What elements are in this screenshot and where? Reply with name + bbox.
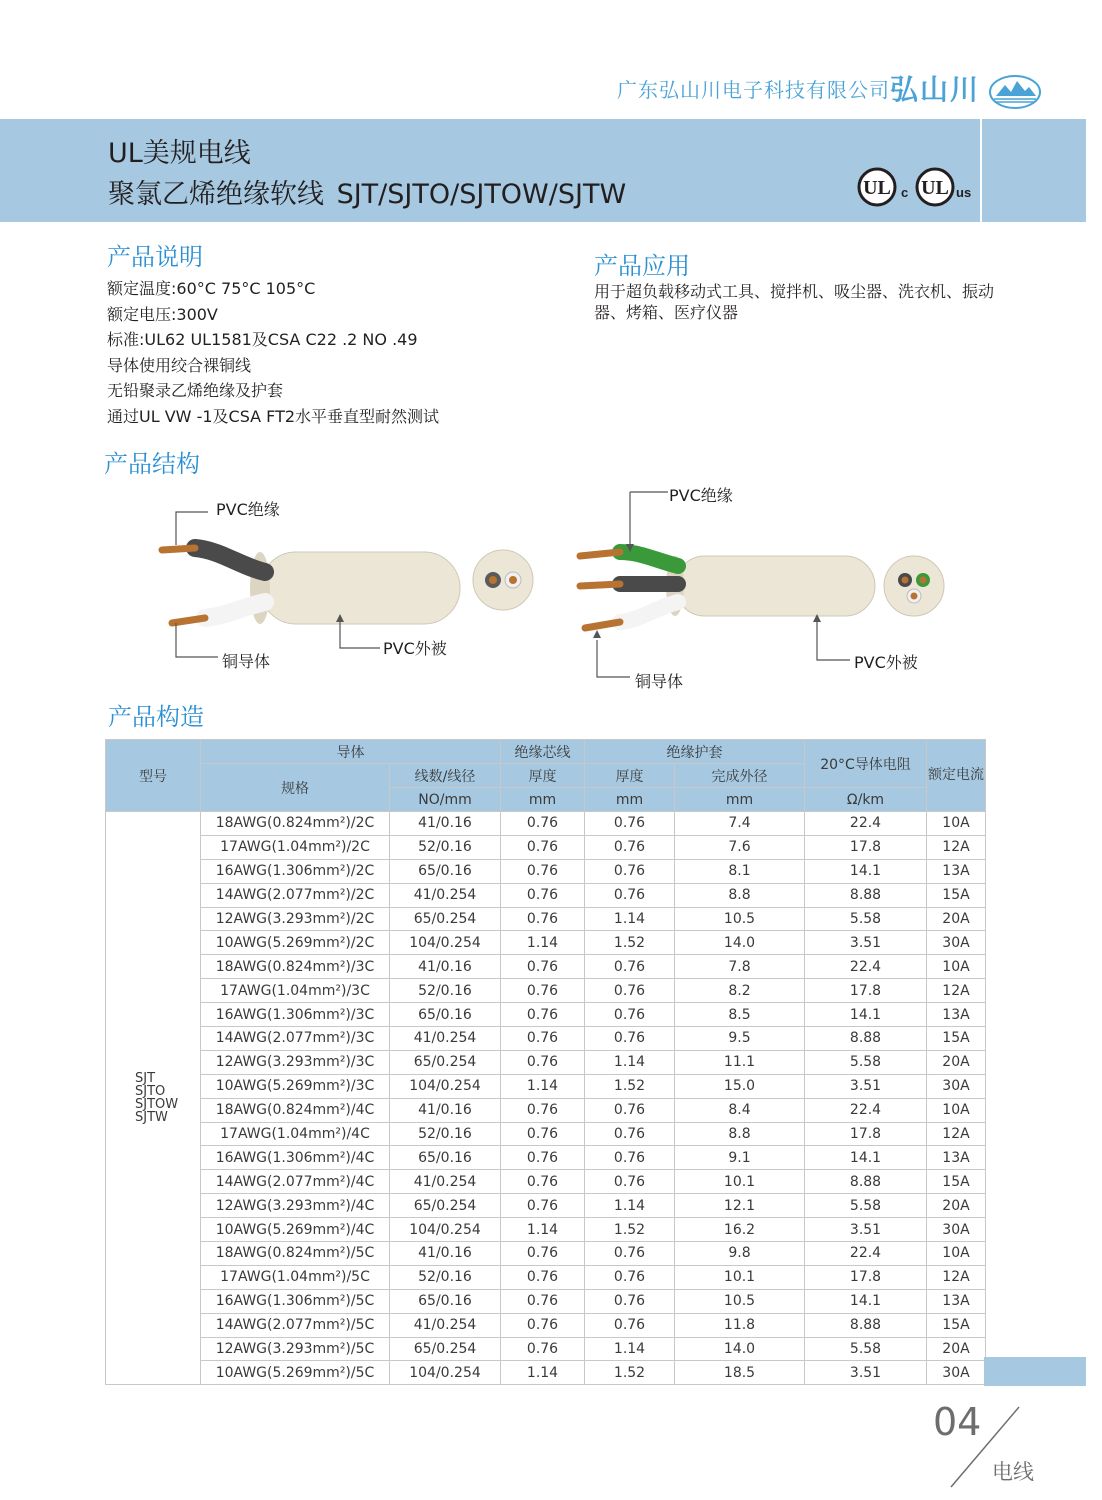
resistance-cell: 14.1: [805, 1003, 927, 1027]
current-cell: 20A: [927, 907, 986, 931]
core-thickness-cell: 0.76: [501, 907, 585, 931]
current-cell: 15A: [927, 1313, 986, 1337]
spec-cell: 17AWG(1.04mm²)/5C: [201, 1265, 390, 1289]
description-line: 标准:UL62 UL1581及CSA C22 .2 NO .49: [107, 330, 418, 349]
jacket-thickness-cell: 0.76: [585, 1265, 675, 1289]
strands-cell: 52/0.16: [390, 1122, 501, 1146]
jacket-thickness-cell: 0.76: [585, 979, 675, 1003]
jacket-thickness-cell: 1.14: [585, 1050, 675, 1074]
mountain-logo-icon: [988, 72, 1042, 112]
left-conductor-label: 铜导体: [222, 652, 271, 671]
resistance-cell: 5.58: [805, 1194, 927, 1218]
spec-cell: 12AWG(3.293mm²)/4C: [201, 1194, 390, 1218]
strands-cell: 65/0.16: [390, 1003, 501, 1027]
jacket-thickness-cell: 0.76: [585, 883, 675, 907]
spec-cell: 18AWG(0.824mm²)/4C: [201, 1098, 390, 1122]
header-jacket: 绝缘护套: [585, 740, 805, 764]
table-row: [106, 1194, 986, 1218]
resistance-cell: 22.4: [805, 1098, 927, 1122]
table-row: [106, 1313, 986, 1337]
jacket-thickness-cell: 1.14: [585, 1194, 675, 1218]
table-row: [106, 1050, 986, 1074]
core-thickness-cell: 0.76: [501, 859, 585, 883]
unit-outer-diameter: mm: [675, 788, 805, 812]
jacket-thickness-cell: 0.76: [585, 1027, 675, 1051]
resistance-cell: 3.51: [805, 1361, 927, 1385]
description-line: 通过UL VW -1及CSA FT2水平垂直型耐然测试: [107, 406, 440, 426]
core-thickness-cell: 0.76: [501, 1146, 585, 1170]
table-row: [106, 1242, 986, 1266]
current-cell: 30A: [927, 931, 986, 955]
core-thickness-cell: 0.76: [501, 1313, 585, 1337]
table-row: [106, 812, 986, 836]
table-row: [106, 1003, 986, 1027]
jacket-thickness-cell: 0.76: [585, 1098, 675, 1122]
current-cell: 12A: [927, 1265, 986, 1289]
core-thickness-cell: 1.14: [501, 1361, 585, 1385]
strands-cell: 41/0.254: [390, 883, 501, 907]
spec-cell: 14AWG(2.077mm²)/4C: [201, 1170, 390, 1194]
page-number: 04: [933, 1400, 982, 1444]
resistance-cell: 17.8: [805, 1265, 927, 1289]
strands-cell: 104/0.254: [390, 1218, 501, 1242]
structure-heading: 产品结构: [104, 450, 200, 478]
current-cell: 12A: [927, 835, 986, 859]
current-cell: 13A: [927, 1003, 986, 1027]
strands-cell: 41/0.16: [390, 1242, 501, 1266]
spec-cell: 16AWG(1.306mm²)/4C: [201, 1146, 390, 1170]
resistance-cell: 17.8: [805, 979, 927, 1003]
outer-diameter-cell: 8.5: [675, 1003, 805, 1027]
core-thickness-cell: 1.14: [501, 1074, 585, 1098]
outer-diameter-cell: 10.5: [675, 1289, 805, 1313]
strands-cell: 104/0.254: [390, 1361, 501, 1385]
current-cell: 15A: [927, 1027, 986, 1051]
table-row: [106, 1074, 986, 1098]
outer-diameter-cell: 14.0: [675, 931, 805, 955]
current-cell: 20A: [927, 1194, 986, 1218]
outer-diameter-cell: 8.8: [675, 883, 805, 907]
core-thickness-cell: 1.14: [501, 1218, 585, 1242]
spec-cell: 16AWG(1.306mm²)/2C: [201, 859, 390, 883]
description-line: 导体使用绞合裸铜线: [107, 355, 252, 375]
header-core-thickness: 厚度: [501, 764, 585, 788]
strands-cell: 65/0.16: [390, 1146, 501, 1170]
current-cell: 10A: [927, 812, 986, 836]
spec-cell: 16AWG(1.306mm²)/5C: [201, 1289, 390, 1313]
description-heading: 产品说明: [107, 243, 203, 271]
strands-cell: 65/0.16: [390, 1289, 501, 1313]
current-cell: 13A: [927, 1289, 986, 1313]
strands-cell: 41/0.254: [390, 1313, 501, 1337]
cert-mark-2-suffix: us: [956, 185, 972, 200]
unit-strands: NO/mm: [390, 788, 501, 812]
core-thickness-cell: 0.76: [501, 1194, 585, 1218]
spec-table: [105, 739, 986, 1385]
right-conductor-label: 铜导体: [635, 672, 684, 691]
header-spec: 规格: [201, 764, 390, 812]
header-resistance: 20°C导体电阻: [805, 740, 927, 788]
banner-divider: [980, 119, 982, 222]
resistance-cell: 17.8: [805, 835, 927, 859]
model-name: SJT: [135, 1071, 156, 1087]
outer-diameter-cell: 11.1: [675, 1050, 805, 1074]
resistance-cell: 14.1: [805, 1146, 927, 1170]
table-row: [106, 1289, 986, 1313]
model-name: SJTW: [135, 1110, 168, 1126]
strands-cell: 65/0.16: [390, 859, 501, 883]
current-cell: 12A: [927, 1122, 986, 1146]
current-cell: 15A: [927, 883, 986, 907]
table-row: [106, 1027, 986, 1051]
header-outer-diameter: 完成外径: [675, 764, 805, 788]
current-cell: 10A: [927, 955, 986, 979]
current-cell: 13A: [927, 859, 986, 883]
two-core-cable-illustration: [162, 512, 533, 657]
jacket-thickness-cell: 0.76: [585, 835, 675, 859]
jacket-thickness-cell: 0.76: [585, 1003, 675, 1027]
left-jacket-label: PVC外被: [383, 639, 447, 658]
core-thickness-cell: 0.76: [501, 979, 585, 1003]
strands-cell: 65/0.254: [390, 1194, 501, 1218]
core-thickness-cell: 1.14: [501, 931, 585, 955]
company-name: 广东弘山川电子科技有限公司: [617, 78, 890, 102]
spec-cell: 10AWG(5.269mm²)/3C: [201, 1074, 390, 1098]
jacket-thickness-cell: 1.52: [585, 1361, 675, 1385]
table-row: [106, 1122, 986, 1146]
strands-cell: 41/0.16: [390, 812, 501, 836]
construction-heading: 产品构造: [108, 703, 204, 731]
spec-cell: 12AWG(3.293mm²)/2C: [201, 907, 390, 931]
core-thickness-cell: 0.76: [501, 1289, 585, 1313]
current-cell: 20A: [927, 1337, 986, 1361]
table-row: [106, 979, 986, 1003]
table-row: [106, 1337, 986, 1361]
resistance-cell: 17.8: [805, 1122, 927, 1146]
current-cell: 10A: [927, 1242, 986, 1266]
spec-cell: 12AWG(3.293mm²)/5C: [201, 1337, 390, 1361]
spec-cell: 17AWG(1.04mm²)/2C: [201, 835, 390, 859]
header-conductor: 导体: [201, 740, 501, 764]
spec-cell: 18AWG(0.824mm²)/5C: [201, 1242, 390, 1266]
strands-cell: 104/0.254: [390, 1074, 501, 1098]
core-thickness-cell: 0.76: [501, 883, 585, 907]
jacket-thickness-cell: 0.76: [585, 1122, 675, 1146]
core-thickness-cell: 0.76: [501, 835, 585, 859]
spec-cell: 17AWG(1.04mm²)/3C: [201, 979, 390, 1003]
resistance-cell: 5.58: [805, 1050, 927, 1074]
outer-diameter-cell: 16.2: [675, 1218, 805, 1242]
resistance-cell: 8.88: [805, 1313, 927, 1337]
model-name: SJTOW: [135, 1097, 179, 1113]
jacket-thickness-cell: 1.14: [585, 1337, 675, 1361]
table-row: [106, 907, 986, 931]
strands-cell: 52/0.16: [390, 979, 501, 1003]
table-row: [106, 1170, 986, 1194]
current-cell: 10A: [927, 1098, 986, 1122]
jacket-thickness-cell: 0.76: [585, 955, 675, 979]
outer-diameter-cell: 7.8: [675, 955, 805, 979]
outer-diameter-cell: 7.4: [675, 812, 805, 836]
core-thickness-cell: 0.76: [501, 1098, 585, 1122]
spec-cell: 14AWG(2.077mm²)/5C: [201, 1313, 390, 1337]
core-thickness-cell: 0.76: [501, 1050, 585, 1074]
table-row: [106, 1146, 986, 1170]
strands-cell: 104/0.254: [390, 931, 501, 955]
resistance-cell: 22.4: [805, 955, 927, 979]
outer-diameter-cell: 8.4: [675, 1098, 805, 1122]
jacket-thickness-cell: 0.76: [585, 1242, 675, 1266]
outer-diameter-cell: 10.1: [675, 1265, 805, 1289]
outer-diameter-cell: 10.1: [675, 1170, 805, 1194]
jacket-thickness-cell: 1.52: [585, 931, 675, 955]
spec-cell: 16AWG(1.306mm²)/3C: [201, 1003, 390, 1027]
ul-certification-icon: [855, 163, 980, 211]
header-insulated-core: 绝缘芯线: [501, 740, 585, 764]
current-cell: 30A: [927, 1218, 986, 1242]
page-title: UL美规电线: [108, 138, 251, 169]
strands-cell: 65/0.254: [390, 907, 501, 931]
outer-diameter-cell: 9.8: [675, 1242, 805, 1266]
resistance-cell: 22.4: [805, 812, 927, 836]
current-cell: 15A: [927, 1170, 986, 1194]
jacket-thickness-cell: 0.76: [585, 1146, 675, 1170]
spec-cell: 10AWG(5.269mm²)/4C: [201, 1218, 390, 1242]
description-line: 无铅聚录乙烯绝缘及护套: [107, 381, 284, 400]
resistance-cell: 3.51: [805, 1074, 927, 1098]
table-row: [106, 859, 986, 883]
resistance-cell: 5.58: [805, 1337, 927, 1361]
spec-cell: 14AWG(2.077mm²)/3C: [201, 1027, 390, 1051]
table-row: [106, 1265, 986, 1289]
core-thickness-cell: 0.76: [501, 1337, 585, 1361]
current-cell: 12A: [927, 979, 986, 1003]
left-insulation-label: PVC绝缘: [216, 500, 280, 519]
outer-diameter-cell: 8.8: [675, 1122, 805, 1146]
core-thickness-cell: 0.76: [501, 1003, 585, 1027]
description-line: 额定温度:60°C 75°C 105°C: [107, 279, 316, 298]
current-cell: 30A: [927, 1361, 986, 1385]
current-cell: 13A: [927, 1146, 986, 1170]
resistance-cell: 3.51: [805, 1218, 927, 1242]
spec-cell: 14AWG(2.077mm²)/2C: [201, 883, 390, 907]
current-cell: 20A: [927, 1050, 986, 1074]
spec-cell: 18AWG(0.824mm²)/2C: [201, 812, 390, 836]
outer-diameter-cell: 8.2: [675, 979, 805, 1003]
outer-diameter-cell: 15.0: [675, 1074, 805, 1098]
resistance-cell: 8.88: [805, 883, 927, 907]
header-model: 型号: [106, 740, 201, 812]
strands-cell: 41/0.254: [390, 1027, 501, 1051]
core-thickness-cell: 0.76: [501, 812, 585, 836]
resistance-cell: 8.88: [805, 1170, 927, 1194]
spec-cell: 18AWG(0.824mm²)/3C: [201, 955, 390, 979]
strands-cell: 52/0.16: [390, 835, 501, 859]
page-subtitle: 聚氯乙烯绝缘软线 SJT/SJTO/SJTOW/SJTW: [108, 179, 627, 210]
outer-diameter-cell: 9.5: [675, 1027, 805, 1051]
jacket-thickness-cell: 1.14: [585, 907, 675, 931]
model-cell: [106, 812, 201, 1385]
table-row: [106, 835, 986, 859]
outer-diameter-cell: 8.1: [675, 859, 805, 883]
strands-cell: 41/0.254: [390, 1170, 501, 1194]
strands-cell: 65/0.254: [390, 1050, 501, 1074]
outer-diameter-cell: 18.5: [675, 1361, 805, 1385]
outer-diameter-cell: 9.1: [675, 1146, 805, 1170]
spec-cell: 12AWG(3.293mm²)/3C: [201, 1050, 390, 1074]
jacket-thickness-cell: 1.52: [585, 1074, 675, 1098]
header-rated-current: 额定电流: [927, 740, 986, 812]
right-insulation-label: PVC绝缘: [669, 486, 733, 505]
spec-cell: 10AWG(5.269mm²)/2C: [201, 931, 390, 955]
jacket-thickness-cell: 0.76: [585, 1313, 675, 1337]
table-side-tab: [984, 1357, 1086, 1386]
current-cell: 30A: [927, 1074, 986, 1098]
right-jacket-label: PVC外被: [854, 653, 918, 672]
cert-mark-2-text: UL: [921, 177, 949, 199]
outer-diameter-cell: 12.1: [675, 1194, 805, 1218]
outer-diameter-cell: 10.5: [675, 907, 805, 931]
core-thickness-cell: 0.76: [501, 1122, 585, 1146]
unit-resistance: Ω/km: [805, 788, 927, 812]
cert-mark-1-text: UL: [863, 177, 891, 199]
unit-jacket-thickness: mm: [585, 788, 675, 812]
description-line: 额定电压:300V: [107, 304, 218, 324]
table-row: [106, 1098, 986, 1122]
core-thickness-cell: 0.76: [501, 1242, 585, 1266]
strands-cell: 41/0.16: [390, 955, 501, 979]
application-heading: 产品应用: [594, 252, 690, 280]
jacket-thickness-cell: 0.76: [585, 1289, 675, 1313]
strands-cell: 41/0.16: [390, 1098, 501, 1122]
strands-cell: 65/0.254: [390, 1337, 501, 1361]
application-text: 用于超负载移动式工具、搅拌机、吸尘器、洗衣机、振动器、烤箱、医疗仪器: [594, 282, 995, 322]
jacket-thickness-cell: 1.52: [585, 1218, 675, 1242]
outer-diameter-cell: 11.8: [675, 1313, 805, 1337]
resistance-cell: 5.58: [805, 907, 927, 931]
resistance-cell: 14.1: [805, 859, 927, 883]
table-row: [106, 931, 986, 955]
resistance-cell: 3.51: [805, 931, 927, 955]
jacket-thickness-cell: 0.76: [585, 1170, 675, 1194]
core-thickness-cell: 0.76: [501, 1027, 585, 1051]
header-strands: 线数/线径: [390, 764, 501, 788]
section-label: 电线: [992, 1460, 1034, 1484]
table-row: [106, 955, 986, 979]
strands-cell: 52/0.16: [390, 1265, 501, 1289]
core-thickness-cell: 0.76: [501, 1265, 585, 1289]
core-thickness-cell: 0.76: [501, 955, 585, 979]
table-row: [106, 1218, 986, 1242]
outer-diameter-cell: 7.6: [675, 835, 805, 859]
table-row: [106, 1361, 986, 1385]
resistance-cell: 14.1: [805, 1289, 927, 1313]
jacket-thickness-cell: 0.76: [585, 812, 675, 836]
brand-name: 弘山川: [890, 73, 981, 106]
outer-diameter-cell: 14.0: [675, 1337, 805, 1361]
spec-cell: 17AWG(1.04mm²)/4C: [201, 1122, 390, 1146]
table-row: [106, 883, 986, 907]
jacket-thickness-cell: 0.76: [585, 859, 675, 883]
spec-cell: 10AWG(5.269mm²)/5C: [201, 1361, 390, 1385]
description-list: [107, 276, 567, 429]
resistance-cell: 8.88: [805, 1027, 927, 1051]
unit-core-thickness: mm: [501, 788, 585, 812]
header-jacket-thickness: 厚度: [585, 764, 675, 788]
cert-mark-1-suffix: c: [901, 185, 909, 200]
model-name: SJTO: [135, 1084, 166, 1100]
resistance-cell: 22.4: [805, 1242, 927, 1266]
core-thickness-cell: 0.76: [501, 1170, 585, 1194]
